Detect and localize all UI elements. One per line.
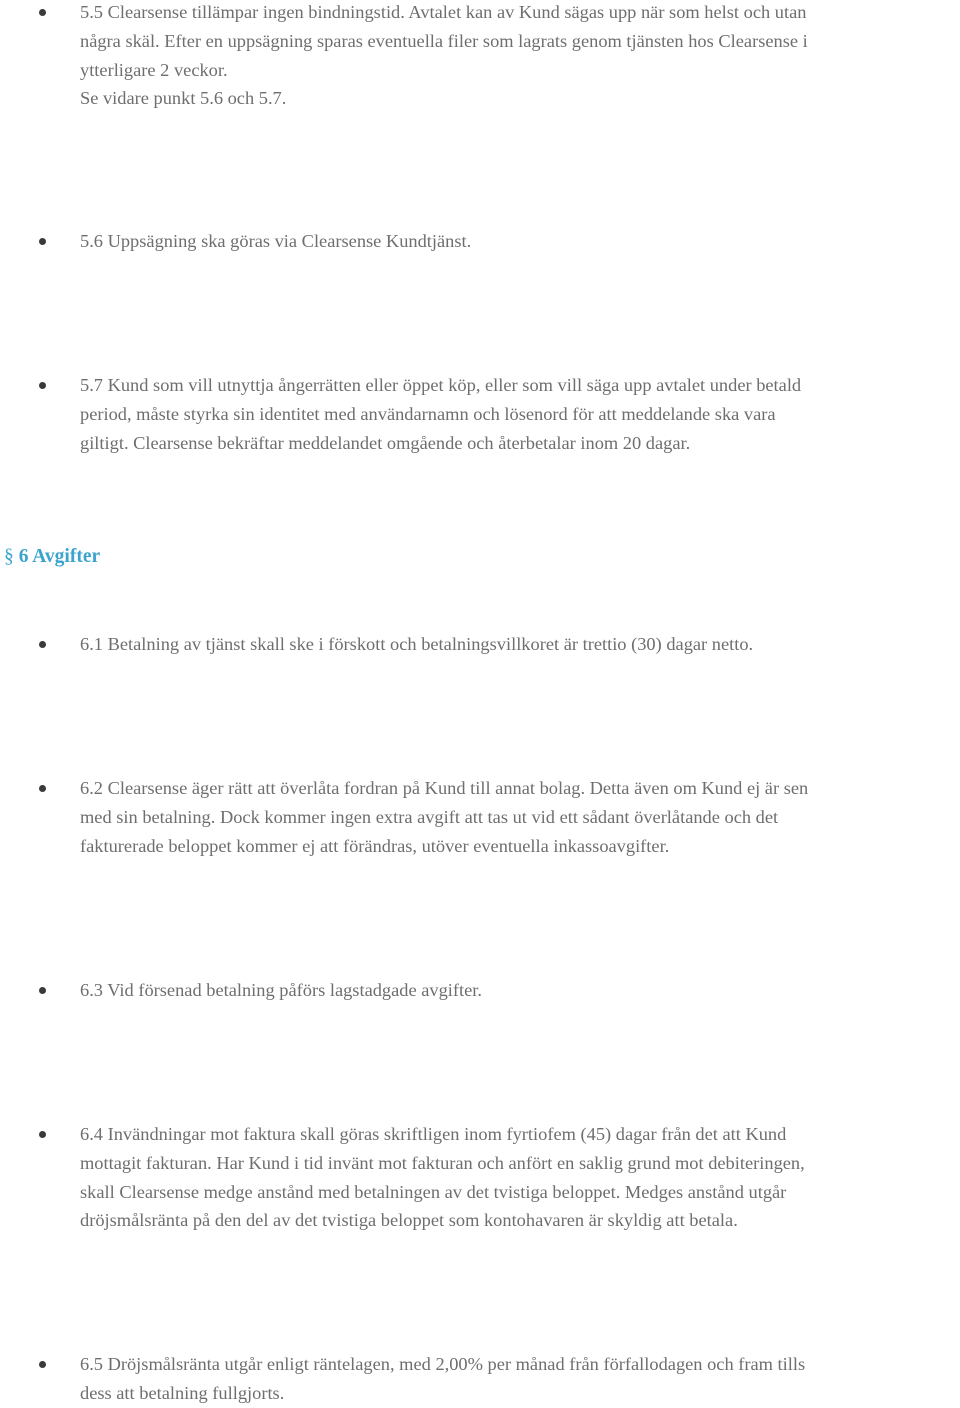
section-heading-text: 6 Avgifter (18, 546, 101, 567)
text-line: några skäl. Efter en uppsägning sparas eventuella filer som lagrats genom tjänsten hos Clearsense i (80, 30, 808, 51)
text-line: dess att betalning fullgjorts. (80, 1382, 285, 1403)
list-item-6-5 (80, 1350, 958, 1408)
bullet-icon (39, 9, 46, 16)
list-item-5-6 (80, 227, 958, 256)
section-symbol: § (4, 546, 14, 567)
list-item-6-2 (80, 774, 958, 860)
text-line: 5.6 Uppsägning ska göras via Clearsense Kundtjänst. (80, 231, 472, 251)
text-line: 5.7 Kund som vill utnyttja ångerrätten eller öppet köp, eller som vill säga upp avtalet under betald (80, 375, 802, 395)
text-line: 6.2 Clearsense äger rätt att överlåta fordran på Kund till annat bolag. Detta även om Kund ej är sen (80, 778, 809, 798)
text-line: 6.1 Betalning av tjänst skall ske i förskott och betalningsvillkoret är trettio (30) dagar netto. (80, 634, 754, 654)
list-item-6-3 (80, 976, 958, 1005)
text-line: Se vidare punkt 5.6 och 5.7. (80, 88, 287, 109)
text-line: fakturerade beloppet kommer ej att förändras, utöver eventuella inkassoavgifter. (80, 835, 670, 856)
text-line: giltigt. Clearsense bekräftar meddelandet omgående och återbetalar inom 20 dagar. (80, 432, 691, 453)
bullet-icon (39, 1361, 46, 1368)
text-line: med sin betalning. Dock kommer ingen extra avgift att tas ut vid ett sådant överlåtande och det (80, 806, 779, 827)
text-line: skall Clearsense medge anstånd med betalningen av det tvistiga beloppet. Medges anstånd utgår (80, 1181, 787, 1202)
text-line: period, måste styrka sin identitet med användarnamn och lösenord för att meddelande ska vara (80, 403, 776, 424)
bullet-icon (39, 987, 46, 994)
text-line: ytterligare 2 veckor. (80, 59, 228, 80)
list-item-5-7 (80, 371, 958, 457)
text-line: mottagit fakturan. Har Kund i tid invänt mot fakturan och anfört en saklig grund mot debiteringen, (80, 1152, 805, 1173)
bullet-icon (39, 1131, 46, 1138)
list-item-5-5 (80, 0, 958, 113)
text-line: 6.5 Dröjsmålsränta utgår enligt räntelagen, med 2,00% per månad från förfallodagen och fram tills (80, 1354, 806, 1374)
text-line: dröjsmålsränta på den del av det tvistiga beloppet som kontohavaren är skyldig att betala. (80, 1210, 738, 1231)
bullet-icon (39, 238, 46, 245)
text-line: 5.5 Clearsense tillämpar ingen bindningstid. Avtalet kan av Kund sägas upp när som helst och utan (80, 2, 807, 22)
bullet-icon (39, 641, 46, 648)
list-item-6-4 (80, 1120, 958, 1235)
list-item-6-1 (80, 630, 958, 659)
section-heading (4, 542, 100, 572)
bullet-icon (39, 785, 46, 792)
bullet-icon (39, 382, 46, 389)
text-line: 6.3 Vid försenad betalning påförs lagstadgade avgifter. (80, 980, 483, 1000)
text-line: 6.4 Invändningar mot faktura skall göras skriftligen inom fyrtiofem (45) dagar från det att Kund (80, 1124, 787, 1144)
